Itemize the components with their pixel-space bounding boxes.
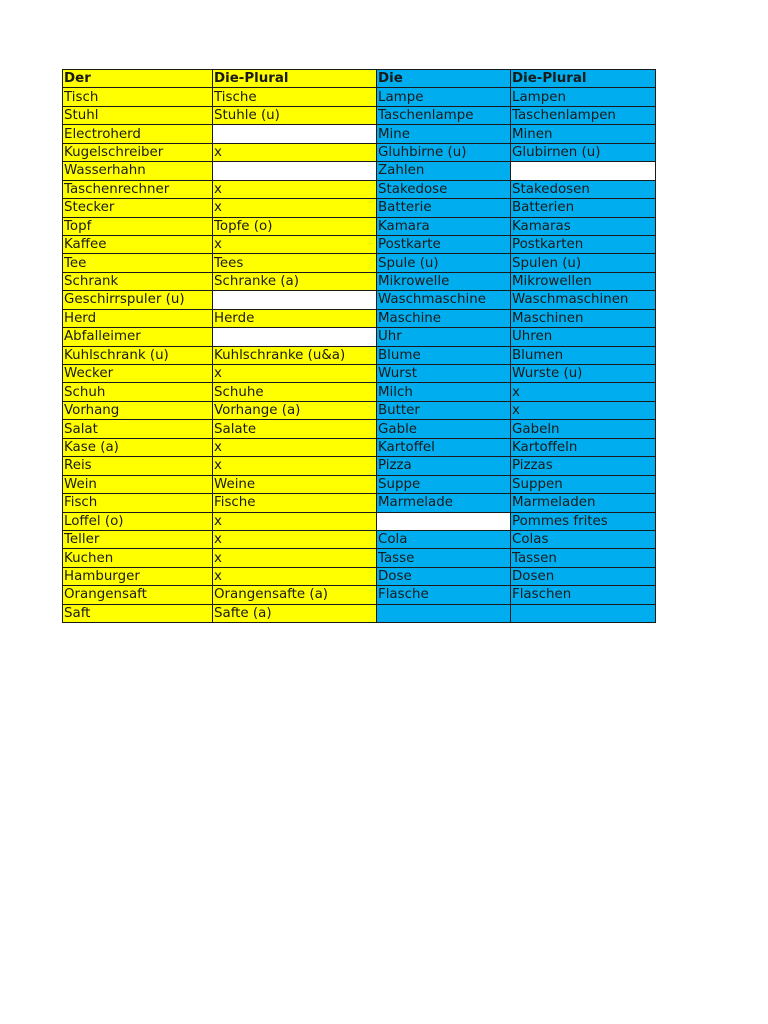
der-plural-cell: Fische <box>213 494 377 512</box>
der-cell: Schrank <box>63 272 213 290</box>
header-die: Die <box>377 70 511 88</box>
die-plural-cell: Colas <box>511 530 656 548</box>
die-plural-cell: Uhren <box>511 328 656 346</box>
der-plural-cell: x <box>213 438 377 456</box>
der-plural-cell: Schranke (a) <box>213 272 377 290</box>
table-row <box>63 365 656 383</box>
table-row <box>63 106 656 124</box>
die-cell: Tasse <box>377 549 511 567</box>
die-cell <box>377 512 511 530</box>
der-cell: Kugelschreiber <box>63 143 213 161</box>
der-cell: Abfalleimer <box>63 328 213 346</box>
der-cell: Taschenrechner <box>63 180 213 198</box>
table-row <box>63 604 656 622</box>
der-plural-cell <box>213 291 377 309</box>
der-cell: Saft <box>63 604 213 622</box>
die-plural-cell: Postkarten <box>511 235 656 253</box>
header-der: Der <box>63 70 213 88</box>
die-plural-cell: Pizzas <box>511 457 656 475</box>
die-cell: Kartoffel <box>377 438 511 456</box>
die-cell: Flasche <box>377 586 511 604</box>
table-row <box>63 180 656 198</box>
table-row <box>63 438 656 456</box>
die-cell: Mine <box>377 125 511 143</box>
der-cell: Wein <box>63 475 213 493</box>
table-body <box>63 88 656 623</box>
der-cell: Salat <box>63 420 213 438</box>
der-cell: Stecker <box>63 199 213 217</box>
die-cell: Stakedose <box>377 180 511 198</box>
der-cell: Herd <box>63 309 213 327</box>
table-header <box>63 70 656 88</box>
der-plural-cell: Herde <box>213 309 377 327</box>
die-cell: Spule (u) <box>377 254 511 272</box>
die-plural-cell: Dosen <box>511 567 656 585</box>
die-plural-cell: Tassen <box>511 549 656 567</box>
die-plural-cell: Kamaras <box>511 217 656 235</box>
der-cell: Geschirrspuler (u) <box>63 291 213 309</box>
der-cell: Topf <box>63 217 213 235</box>
die-plural-cell: Wurste (u) <box>511 365 656 383</box>
table-row <box>63 420 656 438</box>
die-cell: Blume <box>377 346 511 364</box>
der-cell: Electroherd <box>63 125 213 143</box>
header-die-plural: Die-Plural <box>511 70 656 88</box>
der-cell: Wecker <box>63 365 213 383</box>
table-row <box>63 567 656 585</box>
der-plural-cell: x <box>213 530 377 548</box>
die-plural-cell: Kartoffeln <box>511 438 656 456</box>
der-cell: Teller <box>63 530 213 548</box>
table-row <box>63 125 656 143</box>
der-plural-cell: x <box>213 549 377 567</box>
der-plural-cell: Kuhlschranke (u&a) <box>213 346 377 364</box>
table-row <box>63 199 656 217</box>
table-row <box>63 235 656 253</box>
die-cell: Waschmaschine <box>377 291 511 309</box>
der-plural-cell <box>213 328 377 346</box>
der-plural-cell: x <box>213 180 377 198</box>
die-plural-cell <box>511 604 656 622</box>
der-plural-cell: Orangensafte (a) <box>213 586 377 604</box>
die-cell: Kamara <box>377 217 511 235</box>
der-plural-cell: x <box>213 365 377 383</box>
der-plural-cell <box>213 125 377 143</box>
der-plural-cell: x <box>213 199 377 217</box>
die-cell: Mikrowelle <box>377 272 511 290</box>
der-cell: Wasserhahn <box>63 162 213 180</box>
table-row <box>63 162 656 180</box>
table-row <box>63 512 656 530</box>
der-plural-cell: Vorhange (a) <box>213 401 377 419</box>
die-plural-cell <box>511 162 656 180</box>
table-row <box>63 143 656 161</box>
der-cell: Kaffee <box>63 235 213 253</box>
die-cell: Gable <box>377 420 511 438</box>
der-plural-cell: Safte (a) <box>213 604 377 622</box>
header-row <box>63 70 656 88</box>
table-row <box>63 494 656 512</box>
der-cell: Kuchen <box>63 549 213 567</box>
der-cell: Schuh <box>63 383 213 401</box>
die-plural-cell: Maschinen <box>511 309 656 327</box>
table-row <box>63 346 656 364</box>
der-plural-cell <box>213 162 377 180</box>
die-plural-cell: Minen <box>511 125 656 143</box>
table-row <box>63 457 656 475</box>
header-der-plural: Die-Plural <box>213 70 377 88</box>
die-plural-cell: Batterien <box>511 199 656 217</box>
der-cell: Kuhlschrank (u) <box>63 346 213 364</box>
table-row <box>63 328 656 346</box>
table-row <box>63 309 656 327</box>
die-plural-cell: Glubirnen (u) <box>511 143 656 161</box>
die-cell: Taschenlampe <box>377 106 511 124</box>
die-cell: Suppe <box>377 475 511 493</box>
der-plural-cell: Tees <box>213 254 377 272</box>
die-plural-cell: Suppen <box>511 475 656 493</box>
die-plural-cell: Flaschen <box>511 586 656 604</box>
die-plural-cell: Marmeladen <box>511 494 656 512</box>
der-cell: Tisch <box>63 88 213 106</box>
der-plural-cell: Salate <box>213 420 377 438</box>
die-cell <box>377 604 511 622</box>
table-row <box>63 291 656 309</box>
die-plural-cell: Mikrowellen <box>511 272 656 290</box>
die-plural-cell: Gabeln <box>511 420 656 438</box>
der-cell: Reis <box>63 457 213 475</box>
die-plural-cell: Pommes frites <box>511 512 656 530</box>
die-cell: Butter <box>377 401 511 419</box>
der-plural-cell: x <box>213 457 377 475</box>
table-row <box>63 217 656 235</box>
der-plural-cell: x <box>213 567 377 585</box>
die-cell: Uhr <box>377 328 511 346</box>
der-cell: Tee <box>63 254 213 272</box>
die-cell: Postkarte <box>377 235 511 253</box>
die-plural-cell: Stakedosen <box>511 180 656 198</box>
table-row <box>63 549 656 567</box>
die-cell: Maschine <box>377 309 511 327</box>
die-plural-cell: x <box>511 401 656 419</box>
die-cell: Wurst <box>377 365 511 383</box>
der-plural-cell: Weine <box>213 475 377 493</box>
die-cell: Batterie <box>377 199 511 217</box>
table-row <box>63 383 656 401</box>
table-row <box>63 272 656 290</box>
der-cell: Orangensaft <box>63 586 213 604</box>
der-cell: Vorhang <box>63 401 213 419</box>
die-plural-cell: Spulen (u) <box>511 254 656 272</box>
der-plural-cell: x <box>213 235 377 253</box>
die-plural-cell: x <box>511 383 656 401</box>
der-cell: Fisch <box>63 494 213 512</box>
der-cell: Stuhl <box>63 106 213 124</box>
der-plural-cell: x <box>213 143 377 161</box>
der-plural-cell: x <box>213 512 377 530</box>
die-plural-cell: Blumen <box>511 346 656 364</box>
der-plural-cell: Schuhe <box>213 383 377 401</box>
table-row <box>63 475 656 493</box>
die-cell: Dose <box>377 567 511 585</box>
die-cell: Milch <box>377 383 511 401</box>
die-cell: Marmelade <box>377 494 511 512</box>
vocabulary-table <box>62 69 656 623</box>
table-row <box>63 401 656 419</box>
der-cell: Loffel (o) <box>63 512 213 530</box>
die-plural-cell: Taschenlampen <box>511 106 656 124</box>
die-plural-cell: Lampen <box>511 88 656 106</box>
der-plural-cell: Topfe (o) <box>213 217 377 235</box>
der-cell: Kase (a) <box>63 438 213 456</box>
die-plural-cell: Waschmaschinen <box>511 291 656 309</box>
table-row <box>63 88 656 106</box>
table-row <box>63 254 656 272</box>
der-plural-cell: Tische <box>213 88 377 106</box>
table-row <box>63 530 656 548</box>
table-row <box>63 586 656 604</box>
die-cell: Pizza <box>377 457 511 475</box>
die-cell: Gluhbirne (u) <box>377 143 511 161</box>
der-cell: Hamburger <box>63 567 213 585</box>
die-cell: Lampe <box>377 88 511 106</box>
die-cell: Cola <box>377 530 511 548</box>
die-cell: Zahlen <box>377 162 511 180</box>
der-plural-cell: Stuhle (u) <box>213 106 377 124</box>
